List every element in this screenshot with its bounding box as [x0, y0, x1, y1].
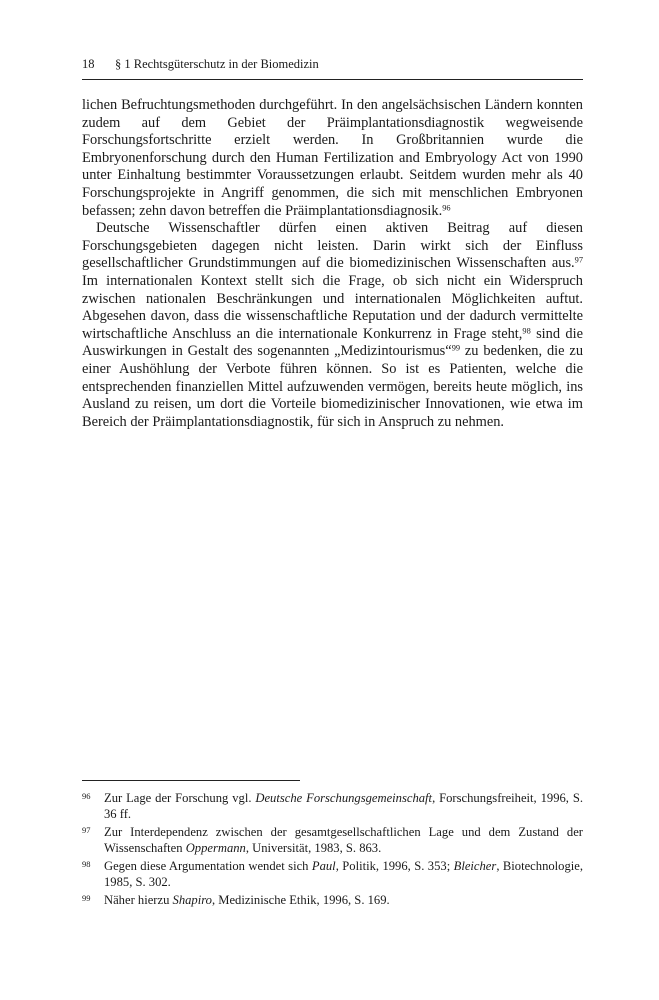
footnote-separator: [82, 780, 300, 781]
paragraph-text: sind die Auswirkungen in Gestalt des sogenannten „Medizintourismus“: [82, 325, 583, 360]
footnote-cited-author: Bleicher: [453, 859, 497, 873]
footnote-text: , Medizinische Ethik, 1996, S. 169.: [211, 893, 390, 907]
paragraph-text: zu bedenken, die zu einer Aushöhlung der Verbote führen können. So ist es Patienten, welche die entsprechenden finanziellen Mittel aufzuwenden vermögen, bereits heute möglich, ins Ausland zu reisen, um dort die Vorteile biomedizinischer Innovationen, wie etwa im Bereich der Präimplantationsdiagnostik, für sich in Anspruch zu nehmen.: [82, 343, 584, 430]
main-text: [82, 97, 583, 431]
footnote: [82, 790, 583, 822]
footnote-text: , Politik, 1996, S. 353;: [335, 859, 454, 873]
paragraph-text: lichen Befruchtungsmethoden durchgeführt. In den angelsächsischen Ländern konnten zudem auf dem Gebiet der Präimplantationsdiagnostik wegweisende Forschungsfortschritte erzielt werden. In Großbritannien wurde die Embryonenforschung durch den Human Fertilization and Embryology Act von 1990 unter Einhaltung bestimmter Voraussetzungen erlaubt. Seitdem wurden mehr als 40 Forschungsprojekte in Angriff genommen, die sich mit menschlichen Embryonen befassen; zehn davon betreffen die Präimplantationsdiagnosik.: [82, 97, 583, 219]
footnote-number: 98: [82, 859, 91, 869]
paragraph-text: Deutsche Wissenschaftler dürfen einen aktiven Beitrag auf diesen Forschungsgebieten dagegen nicht leisten. Darin wirkt sich der Einfluss gesellschaftlicher Grundstimmungen auf die biomedizinischen Wissenschaften aus.: [82, 220, 583, 272]
footnote-ref[interactable]: 97: [574, 255, 583, 265]
footnote: [82, 824, 583, 856]
footnote-text: , Biotechnologie, 1985, S. 302.: [104, 859, 583, 889]
footnote-text: Näher hierzu: [104, 893, 173, 907]
paragraph: [82, 97, 583, 220]
running-title: § 1 Rechtsgüterschutz in der Biomedizin: [115, 57, 319, 71]
footnote: [82, 892, 583, 908]
footnote-number: 99: [82, 893, 91, 903]
footnote-text: Zur Lage der Forschung vgl.: [104, 791, 256, 805]
footnote-text: Zur Interdependenz zwischen der gesamtgesellschaftlichen Lage und dem Zustand der Wissenschaften: [104, 825, 583, 855]
header-rule: [82, 79, 583, 80]
footnote-text: Gegen diese Argumentation wendet sich: [104, 859, 312, 873]
footnote-text: , Forschungsfreiheit, 1996, S. 36 ff.: [104, 791, 583, 821]
footnote-cited-author: Oppermann: [185, 841, 246, 855]
footnote-cited-author: Shapiro: [172, 893, 212, 907]
footnote-number: 97: [82, 825, 91, 835]
footnote-number: 96: [82, 791, 91, 801]
footnote-text: , Universität, 1983, S. 863.: [245, 841, 382, 855]
footnote: [82, 858, 583, 890]
page-number: 18: [82, 57, 95, 71]
footnote-ref[interactable]: 96: [442, 202, 451, 212]
paragraph: [82, 220, 583, 431]
paragraph-text: Im internationalen Kontext stellt sich die Frage, ob sich nicht ein Widerspruch zwischen nationalen Beschränkungen und internationalen Möglichkeiten auftut. Abgesehen davon, dass die wissenschaftliche Reputation und der dadurch vermittelte wirtschaftliche Anschluss an die internationale Konkurrenz in Frage steht,: [82, 272, 583, 342]
footnote-ref[interactable]: 99: [451, 343, 461, 353]
footnotes: [82, 790, 583, 910]
running-header: [82, 57, 582, 81]
footnote-cited-author: Paul: [311, 859, 336, 873]
footnote-cited-author: Deutsche Forschungsgemeinschaft: [255, 791, 433, 805]
footnote-ref[interactable]: 98: [522, 326, 531, 336]
